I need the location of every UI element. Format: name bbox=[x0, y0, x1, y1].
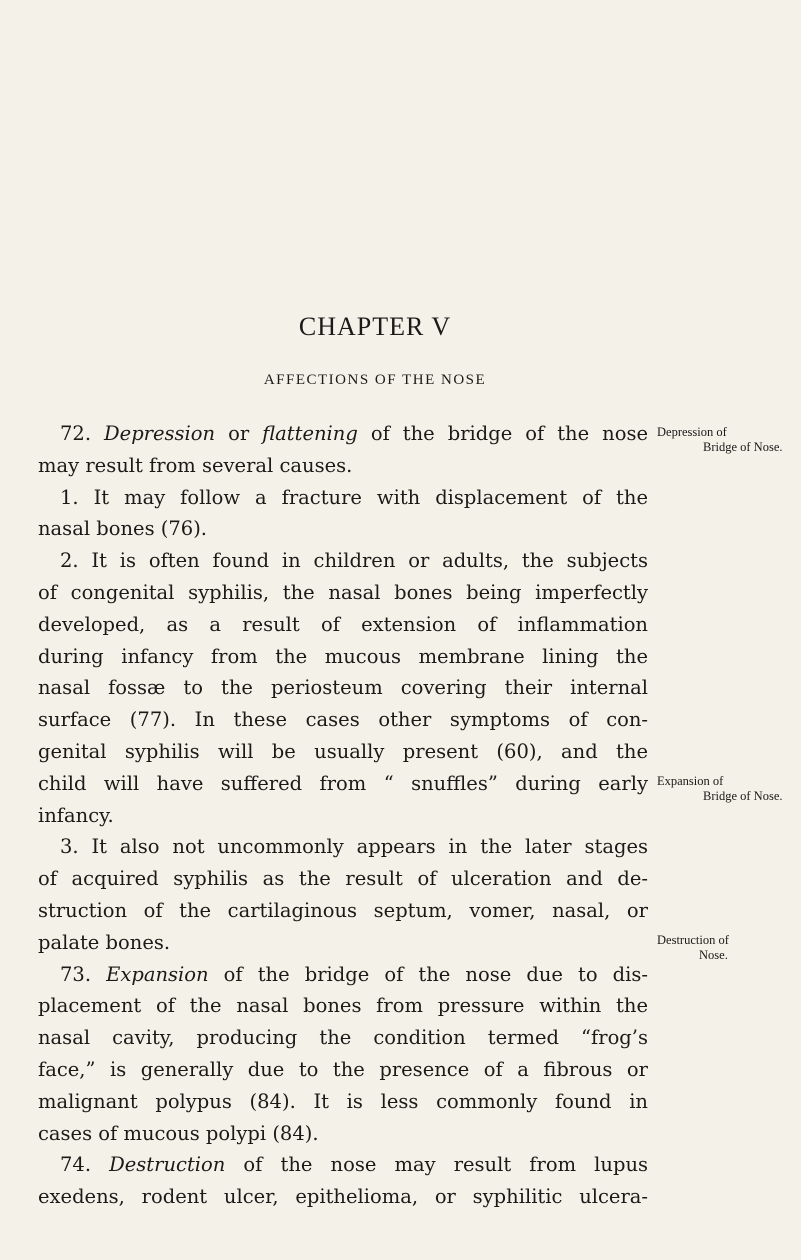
term-depression: Depression bbox=[104, 422, 216, 445]
paragraph-72-2-line: child will have suffered from “ snuffles” during early bbox=[38, 771, 648, 795]
text-fragment: of the bridge of the nose bbox=[357, 422, 648, 445]
paragraph-74-line-2: exedens, rodent ulcer, epithelioma, or syphilitic ulcera- bbox=[38, 1185, 648, 1209]
term-flattening: flattening bbox=[262, 422, 358, 445]
paragraph-72-2-line: nasal fossæ to the periosteum covering their internal bbox=[38, 676, 648, 700]
paragraph-73-line: malignant polypus (84). It is less commonly found in bbox=[38, 1089, 648, 1113]
paragraph-number: 74. bbox=[60, 1153, 92, 1177]
term-expansion: Expansion bbox=[106, 962, 209, 986]
paragraph-72-line-2: may result from several causes. bbox=[38, 453, 353, 477]
margin-note-depression bbox=[657, 425, 797, 455]
margin-note-line: Bridge of Nose. bbox=[703, 440, 783, 454]
paragraph-72-3-line: struction of the cartilaginous septum, vomer, nasal, or bbox=[38, 898, 648, 922]
margin-note-line: Depression of bbox=[657, 425, 727, 439]
paragraph-73-line: placement of the nasal bones from pressure within the bbox=[38, 994, 648, 1018]
paragraph-72-3-line: palate bones. bbox=[38, 930, 171, 954]
paragraph-number: 72. bbox=[60, 422, 92, 445]
paragraph-72-2-line: during infancy from the mucous membrane lining the bbox=[38, 644, 648, 668]
paragraph-72-2-line: developed, as a result of extension of inflammation bbox=[38, 612, 648, 636]
paragraph-73-line: cases of mucous polypi (84). bbox=[38, 1121, 319, 1145]
margin-note-line: Destruction of bbox=[657, 933, 729, 947]
body-text bbox=[38, 418, 648, 1213]
margin-note-line: Bridge of Nose. bbox=[703, 789, 783, 803]
paragraph-72-1-line-2: nasal bones (76). bbox=[38, 517, 208, 541]
paragraph-72-3-line: 3. It also not uncommonly appears in the later stages bbox=[60, 835, 648, 859]
paragraph-72-line-1 bbox=[38, 418, 648, 450]
paragraph-72-2-line: genital syphilis will be usually present (60), and the bbox=[38, 739, 648, 763]
chapter-title: CHAPTER V bbox=[298, 312, 452, 341]
paragraph-72-2-line: infancy. bbox=[38, 803, 114, 827]
paragraph-72-2-line: of congenital syphilis, the nasal bones being imperfectly bbox=[38, 580, 648, 604]
section-title: AFFECTIONS OF THE NOSE bbox=[263, 372, 487, 388]
term-destruction: Destruction bbox=[109, 1153, 226, 1177]
paragraph-72-1-line-1: 1. It may follow a fracture with displacement of the bbox=[60, 485, 648, 509]
text-fragment: or bbox=[215, 422, 263, 445]
paragraph-72-2-line: surface (77). In these cases other symptoms of con- bbox=[38, 708, 648, 732]
margin-note-expansion bbox=[657, 774, 797, 804]
paragraph-73-line: face,” is generally due to the presence of a fibrous or bbox=[38, 1057, 648, 1081]
text-fragment: of the nose may result from lupus bbox=[225, 1153, 648, 1177]
margin-note-destruction bbox=[657, 933, 797, 963]
margin-note-line: Expansion of bbox=[657, 774, 724, 788]
margin-note-line: Nose. bbox=[699, 948, 728, 962]
paragraph-72-3-line: of acquired syphilis as the result of ulceration and de- bbox=[38, 867, 648, 891]
text-fragment: of the bridge of the nose due to dis- bbox=[208, 962, 648, 986]
paragraph-73-line: nasal cavity, producing the condition termed “frog’s bbox=[38, 1026, 648, 1050]
paragraph-73-line-1 bbox=[38, 959, 648, 991]
paragraph-72-2-line: 2. It is often found in children or adults, the subjects bbox=[60, 549, 648, 573]
paragraph-number: 73. bbox=[60, 962, 92, 986]
paragraph-74-line-1 bbox=[38, 1149, 648, 1181]
